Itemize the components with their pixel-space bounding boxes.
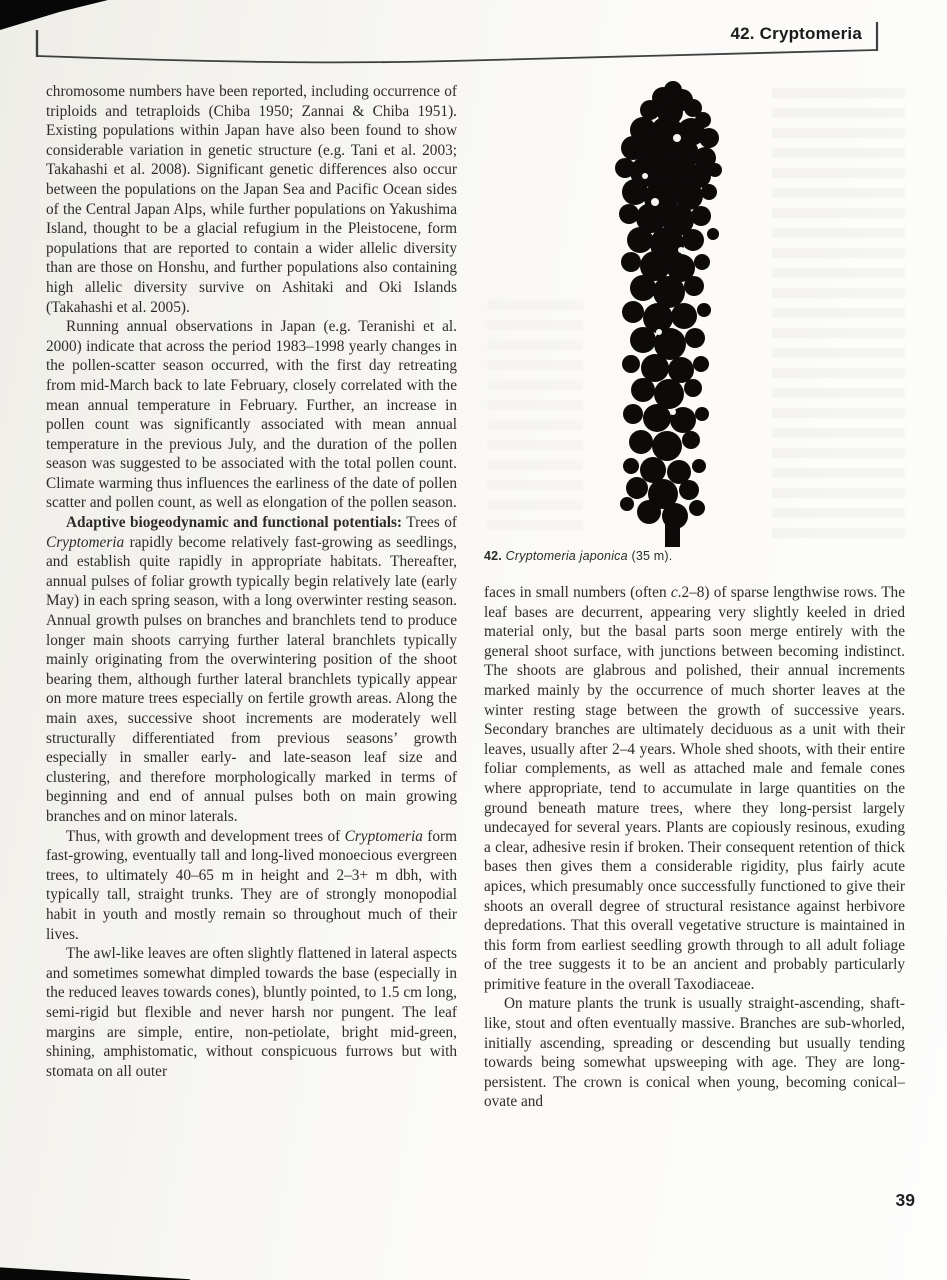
right-text-column: [484, 583, 905, 1163]
text-run: faces in small numbers (often: [484, 584, 671, 601]
text-run: rapidly become relatively fast-growing as seedlings, and establish quite rapidly in appropriate habitats. Thereafter, annual pulses of foliar growth typically begin relatively late (early May) in each spring season, with a long overwinter resting season. Annual growth pulses on branches and branchlets tend to produce longer main shoots carrying further lateral branchlets typically mainly originating from the overwintering position of the shoot bearing them, although further lateral branchlets typically appear on more mature trees especially on fertile growth areas. Along the main axes, successive shoot increments are moderately well structurally differentiated from previous seasons’ growth especially in smaller early- and late-season leaf size and clustering, and therefore morphologically marked in terms of beginning and end of annual pulses both on main growing branches and on minor laterals.: [46, 533, 457, 825]
ghost-text-artifact: [772, 88, 905, 538]
text-run: (35 m).: [627, 549, 673, 563]
page-number: 39: [895, 1190, 915, 1210]
cryptomeria-tree-silhouette: [585, 80, 760, 547]
tree-figure: [585, 80, 760, 547]
bold-text-run: 42.: [484, 549, 502, 563]
paragraph: [46, 944, 457, 1081]
paragraph: [46, 513, 457, 827]
text-run: Thus, with growth and development trees of: [66, 827, 345, 845]
text-run: .2–8) of sparse lengthwise rows. The leaf bases are decurrent, appearing very slightly keeled in dried material only, but the basal parts soon merge entirely with the general shoot surface, with junctions between becoming indistinct. The shoots are glabrous and polished, their annual increments marked mainly by the occurrence of much shorter leaves at the winter resting stage between the growth of successive years. Secondary branches are ultimately deciduous as a unit with their leaves, usually after 2–4 years. Whole shed shoots, with their entire foliar complements, as well as attached male and female cones where appropriate, tend to accumulate in large quantities on the ground beneath mature trees, where they long-persist largely undecayed for several years. Plants are copiously resinous, exuding a clear, adhesive resin if broken. Their consequent retention of thick bases then gives them a considerable rigidity, plus fairly acute apices, which presumably once successfully functioned to give their shoots an overall degree of structural resistance against herbivore depredations. That this overall vegetative structure is maintained in this form from earliest seedling growth through to all adult foliage of the tree suggests it to be an ancient and probably particularly primitive feature in the overall Taxodiaceae.: [484, 584, 905, 993]
text-run: form fast-growing, eventually tall and long-lived monoecious evergreen trees, to ultimately 40–65 m in height and 2–3+ m dbh, with typically tall, straight trunks. They are of strongly monopodial habit in youth and mostly remain so throughout much of their lives.: [46, 827, 457, 943]
paragraph: [46, 827, 457, 945]
text-run: Trees of: [402, 514, 457, 532]
italic-text-run: Cryptomeria: [344, 827, 423, 845]
text-run: The awl-like leaves are often slightly flattened in lateral aspects and sometimes somewhat dimpled towards the base (especially in the reduced leaves towards cones), bluntly pointed, to 1.5 cm long, semi-rigid but flexible and never harsh nor pungent. The leaf margins are simple, entire, non-petiolate, bright mid-green, shining, amphistomatic, without conspicuous furrows but with stomata on all outer: [46, 945, 457, 1080]
chapter-header: 42. Cryptomeria: [730, 24, 862, 43]
paragraph: [46, 317, 457, 513]
text-run: chromosome numbers have been reported, including occurrence of triploids and tetraploids (Chiba 1950; Zannai & Chiba 1951). Existing populations within Japan have also been found to show considerable variation in genetic structure (e.g. Tani et al. 2003; Takahashi et al. 2008). Significant genetic differences also occur between the populations on the Japan Sea and Pacific Ocean sides of the Central Japan Alps, while further populations on Yakushima Island, thought to be a glacial refugium in the Pleistocene, form populations that are reported to contain a wider allelic diversity than are those on Honshu, and further populations also containing high allelic diversity survive on Ashitaki and Oki Islands (Takahashi et al. 2005).: [46, 83, 457, 316]
paragraph: [484, 583, 905, 994]
paragraph: [484, 994, 905, 1112]
ghost-text-artifact: [487, 300, 583, 540]
figure-caption: [484, 549, 904, 563]
italic-text-run: Cryptomeria: [46, 533, 125, 551]
left-text-column: [46, 82, 457, 1167]
paragraph: [46, 82, 457, 317]
italic-text-run: c: [670, 584, 678, 601]
scan-artifact-bottom-left: [0, 1262, 190, 1280]
bold-text-run: Adaptive biogeodynamic and functional potentials:: [66, 514, 403, 532]
text-run: On mature plants the trunk is usually straight-ascending, shaft-like, stout and often eventually massive. Branches are sub-whorled, initially ascending, spreading or descending but usually tending towards being somewhat upsweeping with age. They are long-persistent. The crown is conical when young, becoming conical–ovate and: [484, 995, 905, 1111]
text-run: Running annual observations in Japan (e.g. Teranishi et al. 2000) indicate that across the period 1983–1998 yearly changes in the pollen-scatter season occurred, with the first day retreating from mid-March back to late February, closely correlated with the mean annual temperature in February. Further, an increase in pollen count was significantly associated with mean annual temperature in the previous July, and the duration of the pollen season was suggested to be associated with the total pollen count. Climate warming thus influences the earliness of the date of pollen scatter and pollen count, as well as elongation of the pollen season.: [46, 318, 457, 512]
italic-text-run: Cryptomeria japonica: [505, 549, 628, 563]
